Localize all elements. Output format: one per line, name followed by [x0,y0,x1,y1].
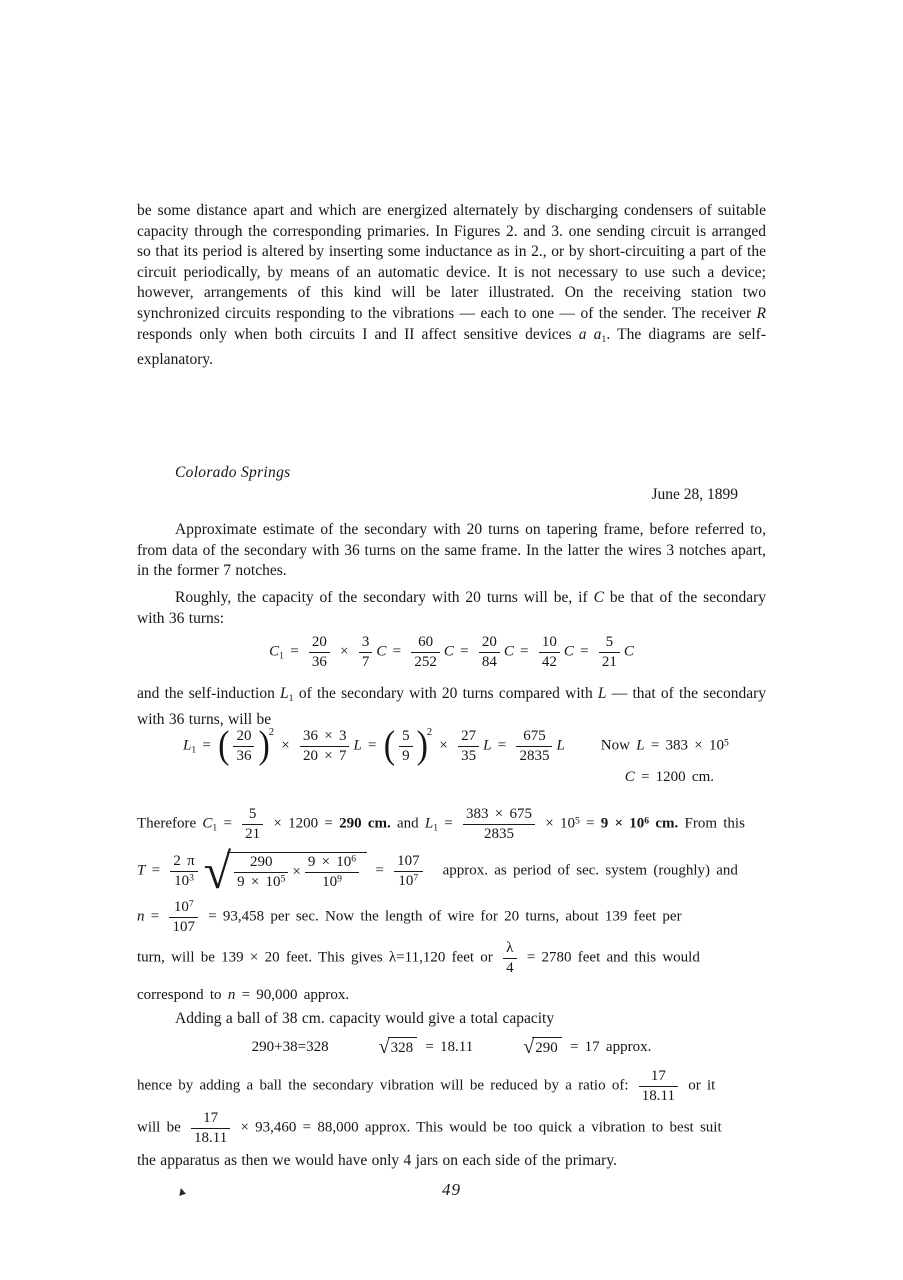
formula-c1200: C = 1200 cm. [624,769,714,785]
formula-induction: L1 = ( $\frac{20}{36}$ ) 2 × $\frac{36 \times 3}{20 \times 7}$ L = ( $\frac{5}{9}$ ) 2 × $\frac{27}{35}$ L = $\frac{675}{2835}$ L Now $L = 383 \times 10^5$ [183,724,729,767]
dateline-date: June 28, 1899 [651,486,738,503]
paragraph-intro: be some distance apart and which are energized alternately by discharging condensers of suitable capacity through the corresponding primaries. In Figures 2. and 3. one sending circuit is arranged so that its period is altered by inserting some inductance as in 2., or by short-circuiting a part of the circuit periodically, by means of an automatic device. It is not necessary to use such a device; however, arrangements of this kind will be later illustrated. On the receiving station two synchronized circuits responding to the vibrations — each to one — of the sender. The receiver R responds only when both circuits I and II affect sensitive devices a a1. The diagrams are self-explanatory. [137,202,766,369]
formula-sqrt-totals: 290+38=328 √ 328 = 18.11 √ 290 = 17 approx. [251,1036,652,1059]
paragraph-selfinduction: and the self-induction L1 of the secondary with 20 turns compared with L — that of the secondary with 36 turns, will be [137,685,766,728]
text-block [137,0,766,1280]
paragraph-roughly: Roughly, the capacity of the secondary with 20 turns will be, if C be that of the secondary with 36 turns: [137,589,766,627]
paragraph-approximate: Approximate estimate of the secondary with 20 turns on tapering frame, before referred to, from data of the secondary with 36 turns on the same frame. In the latter the wires 3 notches apart, in the former 7 notches. [137,521,766,580]
line-turn: turn, will be 139 × 20 feet. This gives λ=11,120 feet or $\frac{\lambda}{4}$ = 2780 feet and this would [137,940,700,976]
line-frequency: n = $\frac{10^7}{107}$ = 93,458 per sec. Now the length of wire for 20 turns, about 139 feet per [137,898,682,935]
paragraph-last: the apparatus as then we would have only 4 jars on each side of the primary. [137,1152,617,1169]
line-therefore: Therefore C1 = $\frac{5}{21}$ × 1200 = 290 cm. and L1 = $\frac{383 \times 675}{2835}$ × $10^5 = 9 \times 10^6$ cm. From this [137,806,745,842]
line-period: T = $\frac{2 \pi}{10^3}$ √ $\frac{290}{9 \times 10^5}$ × $\frac{9 \times 10^6}{10^9}$ = $\frac{107}{10^7}$ approx. as period of sec. system (roughly) and [137,843,738,899]
page-number: 49 [442,1180,461,1199]
formula-capacity: C1 = $\frac{20}{36}$ × $\frac{3}{7}$ C = $\frac{60}{252}$ C = $\frac{20}{84}$ C = $\frac{10}{42}$ C = $\frac{5}{21}$ C [269,634,634,670]
line-correspond: correspond to n = 90,000 approx. [137,987,350,1003]
line-hence: hence by adding a ball the secondary vibration will be reduced by a ratio of: $\frac{17}{18.11}$ or it [137,1068,716,1104]
paragraph-adding: Adding a ball of 38 cm. capacity would give a total capacity [175,1010,555,1027]
dateline-place: Colorado Springs [175,464,291,481]
line-willbe: will be $\frac{17}{18.11}$ × 93,460 = 88,000 approx. This would be too quick a vibration to best suit [137,1110,722,1146]
